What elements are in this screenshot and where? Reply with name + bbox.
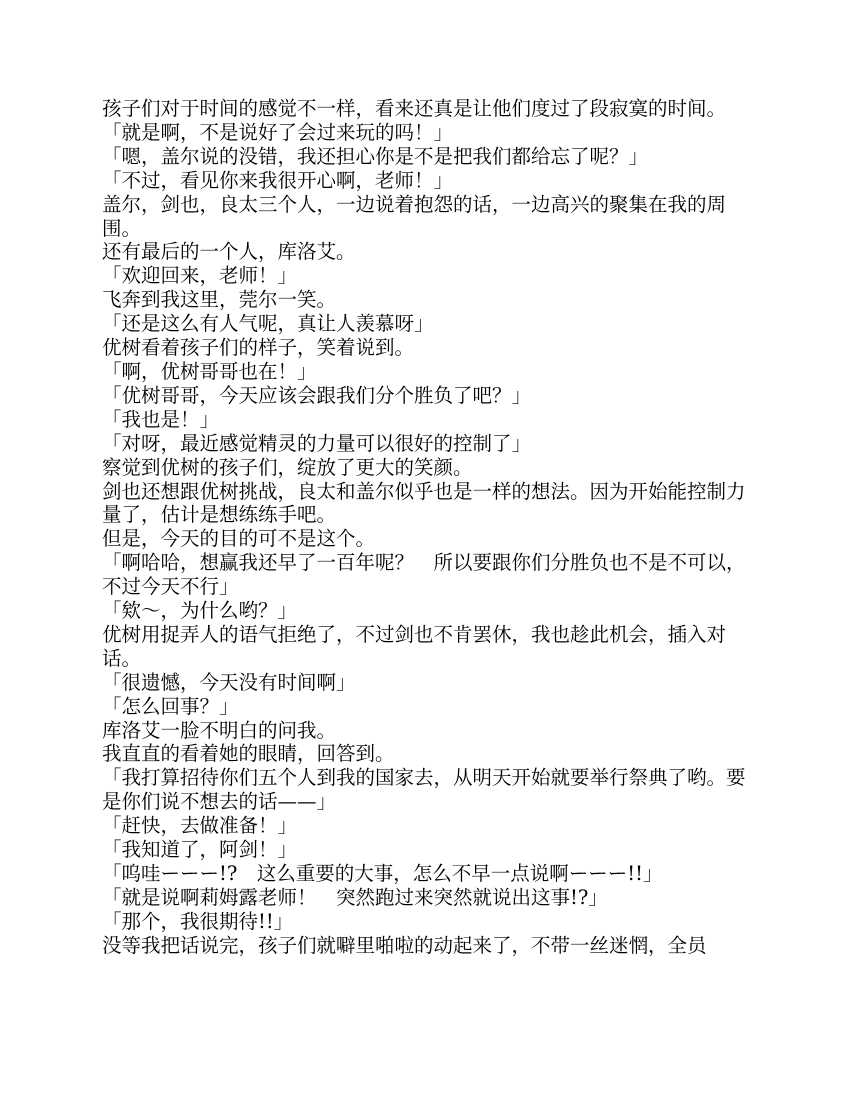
dialogue-line: 「我知道了，阿剑！」 <box>102 838 298 862</box>
paragraph: 孩子们对于时间的感觉不一样，看来还真是让他们度过了段寂寞的时间。 <box>102 97 727 120</box>
paragraph: 没等我把话说完，孩子们就噼里啪啦的动起来了，不带一丝迷惘，全员 <box>102 933 707 957</box>
dialogue-line: 「优树哥哥，今天应该会跟我们分个胜负了吧？」 <box>102 383 532 407</box>
paragraph: 飞奔到我这里，莞尔一笑。 <box>102 288 337 312</box>
dialogue-line: 「不过，看见你来我很开心啊，老师！」 <box>102 168 454 192</box>
paragraph: 我直直的看着她的眼睛，回答到。 <box>102 742 395 766</box>
paragraph: 还有最后的一个人，库洛艾。 <box>102 240 356 264</box>
dialogue-line: 「嗯，盖尔说的没错，我还担心你是不是把我们都给忘了呢？」 <box>102 144 649 168</box>
paragraph: 剑也还想跟优树挑战，良太和盖尔似乎也是一样的想法。因为开始能控制力量了，估计是想练练手吧。 <box>102 479 746 527</box>
paragraph: 盖尔，剑也，良太三个人，一边说着抱怨的话，一边高兴的聚集在我的周围。 <box>102 192 727 240</box>
dialogue-line: 「欸～，为什么哟？」 <box>102 599 298 623</box>
dialogue-line: 「怎么回事？」 <box>102 694 239 718</box>
paragraph: 察觉到优树的孩子们，绽放了更大的笑颜。 <box>102 455 473 479</box>
dialogue-line: 「啊哈哈，想赢我还早了一百年呢？ 所以要跟你们分胜负也不是不可以，不过今天不行」 <box>102 551 746 599</box>
dialogue-line: 「我也是！」 <box>102 407 220 431</box>
dialogue-line: 「就是啊，不是说好了会过来玩的吗！」 <box>102 120 454 144</box>
document-page <box>102 97 750 958</box>
dialogue-line: 「呜哇ーーー!? 这么重要的大事，怎么不早一点说啊ーーー!!」 <box>102 862 663 885</box>
dialogue-line: 「很遗憾，今天没有时间啊」 <box>102 670 356 694</box>
dialogue-line: 「我打算招待你们五个人到我的国家去，从明天开始就要举行祭典了哟。要是你们说不想去的话——」 <box>102 766 746 814</box>
dialogue-line: 「还是这么有人气呢，真让人羡慕呀」 <box>102 312 434 336</box>
dialogue-line: 「那个，我很期待!!」 <box>102 909 294 933</box>
paragraph: 优树看着孩子们的样子，笑着说到。 <box>102 336 415 360</box>
paragraph: 优树用捉弄人的语气拒绝了，不过剑也不肯罢休，我也趁此机会，插入对话。 <box>102 622 727 670</box>
dialogue-line: 「对呀，最近感觉精灵的力量可以很好的控制了」 <box>102 431 532 455</box>
paragraph: 但是，今天的目的可不是这个。 <box>102 527 376 551</box>
dialogue-line: 「就是说啊莉姆露老师！ 突然跑过来突然就说出这事!?」 <box>102 885 608 909</box>
dialogue-line: 「赶快，去做准备！」 <box>102 814 298 838</box>
paragraph: 库洛艾一脸不明白的问我。 <box>102 718 337 742</box>
dialogue-line: 「啊，优树哥哥也在！」 <box>102 359 317 383</box>
dialogue-line: 「欢迎回来，老师！」 <box>102 264 298 288</box>
